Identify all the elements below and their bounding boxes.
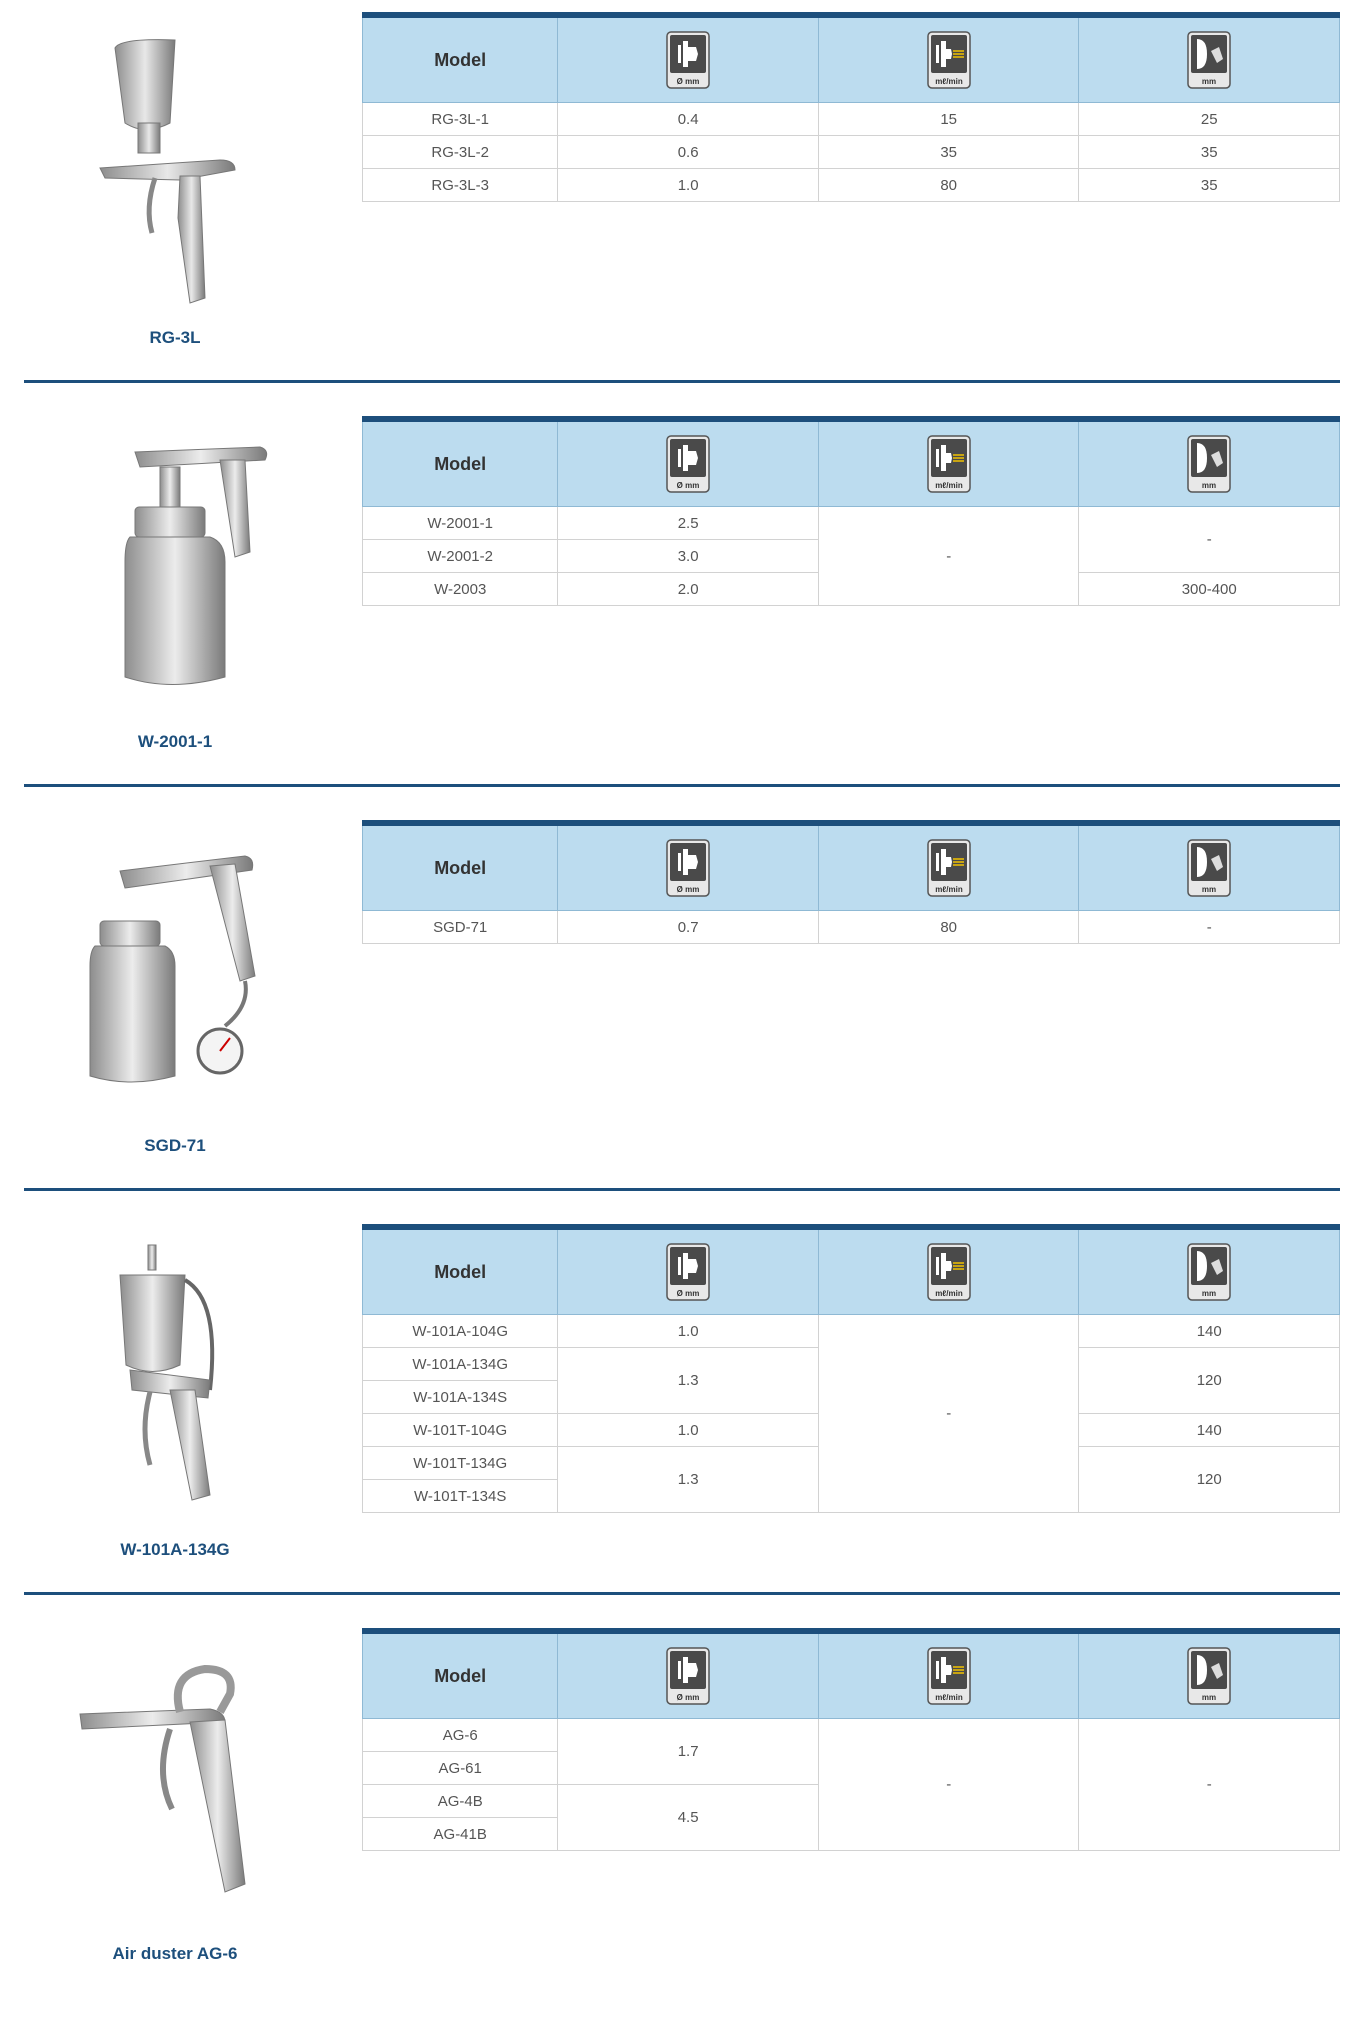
fluid-output-header [818,419,1079,507]
diameter-cell: 1.3 [558,1447,819,1513]
product-name: RG-3L [149,328,201,347]
model-cell: AG-4B [363,1785,558,1818]
pattern-unit-label: mm [1202,885,1217,894]
model-column-header: Model [363,419,558,507]
pattern-unit-label: mm [1202,1693,1217,1702]
spec-table [362,1628,1340,1851]
table-header [363,419,1340,507]
nozzle-diameter-icon [666,1243,710,1301]
fluid-output-header [818,1227,1079,1315]
model-cell: RG-3L-2 [363,136,558,169]
fluid-output-header [818,823,1079,911]
model-cell: RG-3L-1 [363,103,558,136]
product-card [60,1230,290,1560]
nozzle-diameter-icon [666,839,710,897]
fluid-output-icon [927,31,971,89]
model-cell: W-101A-134S [363,1381,558,1414]
table-row [363,911,1340,944]
model-cell: W-2001-1 [363,507,558,540]
nozzle-diameter-header [558,419,819,507]
product-section-rg-3l [0,0,1364,404]
fluid-output-header [818,15,1079,103]
flow-unit-label: mℓ/min [934,1289,963,1298]
flow-cell: - [818,1315,1079,1513]
model-cell: AG-61 [363,1752,558,1785]
product-name: W-101A-134G [120,1540,230,1559]
flow-unit-label: mℓ/min [934,77,963,86]
pattern-unit-label: mm [1202,77,1217,86]
spec-table [362,820,1340,944]
pattern-cell: - [1079,1719,1340,1851]
fluid-output-icon [927,1243,971,1301]
diameter-cell: 2.5 [558,507,819,540]
nozzle-diameter-header [558,1227,819,1315]
diameter-cell: 1.0 [558,169,819,202]
model-cell: W-101T-104G [363,1414,558,1447]
product-card [60,1634,290,1964]
pattern-width-icon [1187,1243,1231,1301]
table-header [363,15,1340,103]
pattern-width-header [1079,419,1340,507]
diameter-unit-label: Ø mm [676,481,700,490]
pattern-cell: 140 [1079,1315,1340,1348]
diameter-cell: 1.0 [558,1315,819,1348]
fluid-output-icon [927,1647,971,1705]
gravity-spray-gun-with-hose-icon [60,1230,290,1530]
model-column-header: Model [363,823,558,911]
pattern-cell: 120 [1079,1348,1340,1414]
fluid-output-header [818,1631,1079,1719]
section-divider [24,1188,1340,1191]
model-cell: RG-3L-3 [363,169,558,202]
spec-table [362,416,1340,606]
pattern-cell: 25 [1079,103,1340,136]
pattern-width-icon [1187,1647,1231,1705]
flow-unit-label: mℓ/min [934,481,963,490]
flow-unit-label: mℓ/min [934,885,963,894]
model-cell: W-2003 [363,573,558,606]
product-name: W-2001-1 [137,732,213,751]
flow-cell: 80 [818,911,1079,944]
pattern-cell: 140 [1079,1414,1340,1447]
flow-cell: 80 [818,169,1079,202]
pattern-cell: 120 [1079,1447,1340,1513]
section-divider [24,784,1340,787]
table-row [363,1315,1340,1348]
gravity-spray-gun-icon [60,18,290,318]
pattern-cell: 35 [1079,169,1340,202]
pattern-cell: - [1079,911,1340,944]
nozzle-diameter-icon [666,1647,710,1705]
diameter-cell: 0.6 [558,136,819,169]
flow-cell: 15 [818,103,1079,136]
fluid-output-icon [927,839,971,897]
fluid-output-icon [927,435,971,493]
diameter-unit-label: Ø mm [676,77,700,86]
pattern-width-icon [1187,31,1231,89]
diameter-unit-label: Ø mm [676,1693,700,1702]
diameter-cell: 1.3 [558,1348,819,1414]
product-card [60,422,290,752]
table-row [363,507,1340,540]
product-section-sgd-71 [0,808,1364,1212]
table-row [363,103,1340,136]
product-name: SGD-71 [144,1136,206,1155]
pattern-width-header [1079,823,1340,911]
model-cell: W-101A-104G [363,1315,558,1348]
product-section-ag-6 [0,1616,1364,2020]
section-divider [24,380,1340,383]
suction-spray-gun-icon [60,422,290,722]
pattern-width-header [1079,15,1340,103]
model-cell: AG-41B [363,1818,558,1851]
product-section-w-101a-134g [0,1212,1364,1616]
model-column-header: Model [363,1227,558,1315]
product-card [60,18,290,348]
flow-unit-label: mℓ/min [934,1693,963,1702]
flow-cell: - [818,1719,1079,1851]
nozzle-diameter-header [558,15,819,103]
pattern-width-header [1079,1631,1340,1719]
pattern-unit-label: mm [1202,481,1217,490]
model-cell: SGD-71 [363,911,558,944]
spec-table [362,1224,1340,1513]
product-card [60,826,290,1156]
pattern-cell: - [1079,507,1340,573]
diameter-cell: 1.7 [558,1719,819,1785]
model-cell: W-2001-2 [363,540,558,573]
pattern-unit-label: mm [1202,1289,1217,1298]
diameter-unit-label: Ø mm [676,1289,700,1298]
model-cell: AG-6 [363,1719,558,1752]
table-row [363,136,1340,169]
spec-table [362,12,1340,202]
product-name: Air duster AG-6 [112,1944,238,1963]
diameter-cell: 2.0 [558,573,819,606]
pattern-width-icon [1187,839,1231,897]
model-cell: W-101T-134G [363,1447,558,1480]
diameter-cell: 0.7 [558,911,819,944]
product-section-w-2001-1 [0,404,1364,808]
model-column-header: Model [363,15,558,103]
pattern-cell: 300-400 [1079,573,1340,606]
pattern-width-header [1079,1227,1340,1315]
nozzle-diameter-icon [666,31,710,89]
model-cell: W-101T-134S [363,1480,558,1513]
nozzle-diameter-header [558,823,819,911]
diameter-cell: 3.0 [558,540,819,573]
flow-cell: - [818,507,1079,606]
air-duster-gun-icon [60,1634,290,1934]
table-row [363,169,1340,202]
table-header [363,823,1340,911]
model-column-header: Model [363,1631,558,1719]
suction-spray-gun-with-regulator-icon [60,826,290,1126]
diameter-unit-label: Ø mm [676,885,700,894]
diameter-cell: 0.4 [558,103,819,136]
model-cell: W-101A-134G [363,1348,558,1381]
diameter-cell: 4.5 [558,1785,819,1851]
pattern-cell: 35 [1079,136,1340,169]
flow-cell: 35 [818,136,1079,169]
pattern-width-icon [1187,435,1231,493]
nozzle-diameter-icon [666,435,710,493]
section-divider [24,1592,1340,1595]
diameter-cell: 1.0 [558,1414,819,1447]
nozzle-diameter-header [558,1631,819,1719]
table-row [363,1719,1340,1752]
table-header [363,1631,1340,1719]
table-header [363,1227,1340,1315]
